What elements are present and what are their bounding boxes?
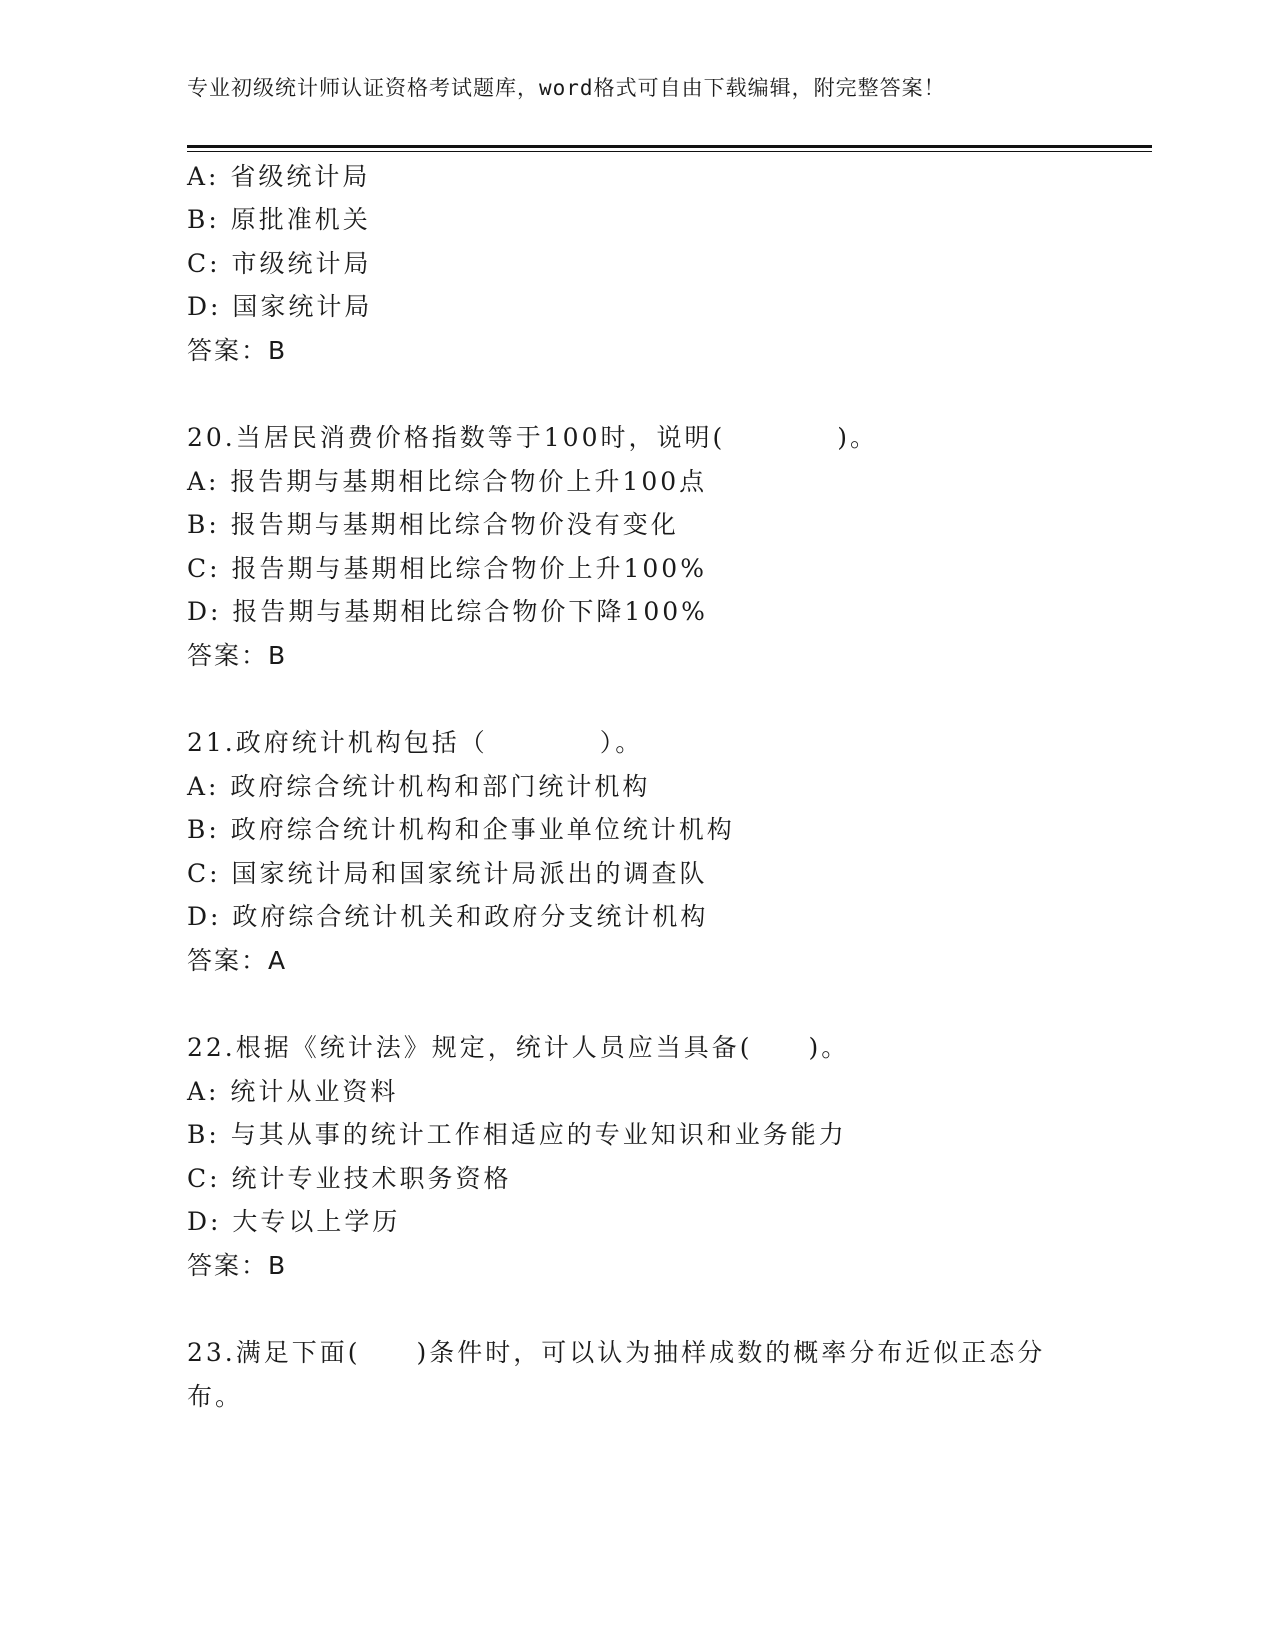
option-a: A: 报告期与基期相比综合物价上升100点 bbox=[187, 467, 708, 496]
option-b: B: 报告期与基期相比综合物价没有变化 bbox=[187, 510, 679, 539]
option-a: A: 统计从业资料 bbox=[187, 1077, 399, 1106]
option-b: B: 政府综合统计机构和企事业单位统计机构 bbox=[187, 815, 735, 844]
option-a: A: 省级统计局 bbox=[187, 162, 371, 191]
page-header: 专业初级统计师认证资格考试题库，word格式可自由下载编辑，附完整答案！ bbox=[187, 76, 946, 100]
answer: 答案：A bbox=[187, 946, 288, 975]
option-c: C: 统计专业技术职务资格 bbox=[187, 1164, 512, 1193]
question-23: 23.满足下面( )条件时，可以认为抽样成数的概率分布近似正态分 bbox=[187, 1338, 1046, 1367]
header-rule-thin bbox=[187, 151, 1152, 152]
option-c: C: 市级统计局 bbox=[187, 249, 372, 278]
header-rule-thick bbox=[187, 145, 1152, 148]
option-d: D: 大专以上学历 bbox=[187, 1207, 401, 1236]
option-d: D: 报告期与基期相比综合物价下降100% bbox=[187, 597, 708, 626]
question-23-continued: 布。 bbox=[187, 1382, 244, 1411]
option-c: C: 国家统计局和国家统计局派出的调查队 bbox=[187, 859, 708, 888]
option-b: B: 与其从事的统计工作相适应的专业知识和业务能力 bbox=[187, 1120, 847, 1149]
option-a: A: 政府综合统计机构和部门统计机构 bbox=[187, 772, 651, 801]
option-c: C: 报告期与基期相比综合物价上升100% bbox=[187, 554, 707, 583]
question-21: 21.政府统计机构包括（ ）。 bbox=[187, 728, 644, 757]
question-20: 20.当居民消费价格指数等于100时，说明( )。 bbox=[187, 423, 878, 452]
option-d: D: 政府综合统计机关和政府分支统计机构 bbox=[187, 902, 709, 931]
question-22: 22.根据《统计法》规定，统计人员应当具备( )。 bbox=[187, 1033, 850, 1062]
option-d: D: 国家统计局 bbox=[187, 292, 373, 321]
answer: 答案：B bbox=[187, 641, 288, 670]
answer: 答案：B bbox=[187, 336, 288, 365]
answer: 答案：B bbox=[187, 1251, 288, 1280]
option-b: B: 原批准机关 bbox=[187, 205, 371, 234]
